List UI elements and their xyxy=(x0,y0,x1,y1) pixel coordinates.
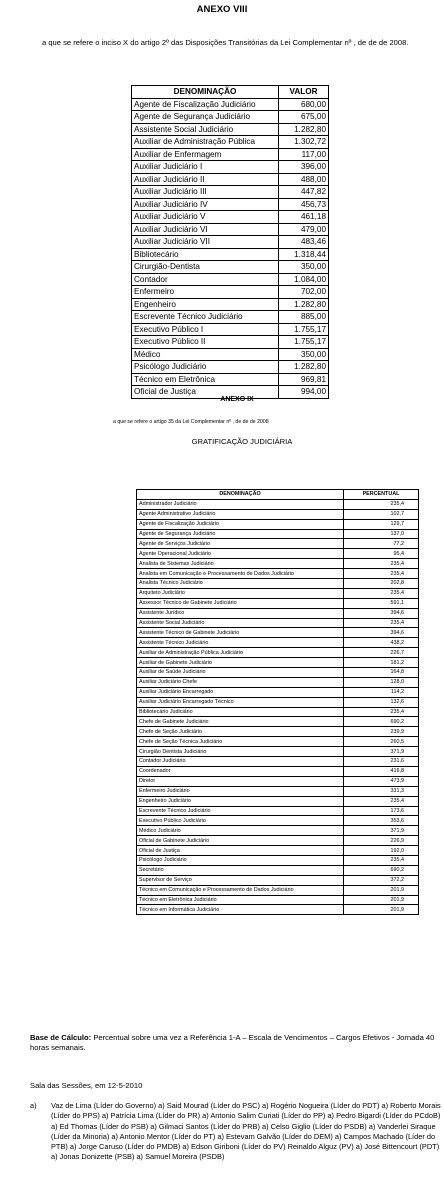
denominacao-cell: Agente Administrativo Judiciário xyxy=(137,509,344,519)
table-row xyxy=(132,286,329,299)
valor-cell: 680,00 xyxy=(279,98,329,111)
table-row xyxy=(137,598,419,608)
percentual-cell: 394,6 xyxy=(344,628,419,638)
denominacao-cell: Agente de Fiscalização Judiciário xyxy=(132,98,279,111)
denominacao-cell: Técnico em Eletrônica xyxy=(132,373,279,386)
percentual-cell: 438,2 xyxy=(344,638,419,648)
percentual-cell: 353,6 xyxy=(344,816,419,826)
denominacao-cell: Diretor xyxy=(137,776,344,786)
signatures-block xyxy=(30,1101,442,1163)
table-row xyxy=(137,786,419,796)
anexo-viii-title: ANEXO VIII xyxy=(196,4,248,15)
table-row xyxy=(132,248,329,261)
base-de-calculo xyxy=(30,1033,442,1053)
table-row xyxy=(137,806,419,816)
valor-cell: 969,81 xyxy=(279,373,329,386)
valor-cell: 488,00 xyxy=(279,173,329,186)
table-row xyxy=(137,796,419,806)
denominacao-cell: Técnico em Informática Judiciário xyxy=(137,905,344,915)
denominacao-cell: Enfermeiro Judiciário xyxy=(137,786,344,796)
table-row xyxy=(132,186,329,199)
denominacao-cell: Engenheiro Judiciário xyxy=(137,796,344,806)
anexo-ix-table xyxy=(136,489,419,915)
denominacao-cell: Analista em Comunicação e Processamento de Dados Judiciário xyxy=(137,569,344,579)
percentual-cell: 137,0 xyxy=(344,529,419,539)
denominacao-cell: Executivo Público Judiciário xyxy=(137,816,344,826)
table-row xyxy=(137,836,419,846)
denominacao-cell: Secretário xyxy=(137,865,344,875)
denominacao-cell: Auxiliar Judiciário Chefe xyxy=(137,677,344,687)
table-row xyxy=(132,223,329,236)
denominacao-cell: Assistente Técnico Judiciário xyxy=(137,638,344,648)
percentual-cell: 129,7 xyxy=(344,519,419,529)
denominacao-cell: Chefe de Seção Técnica Judiciário xyxy=(137,737,344,747)
table-row xyxy=(137,618,419,628)
table-row xyxy=(132,98,329,111)
table-row xyxy=(137,905,419,915)
denominacao-cell: Analista Técnico Judiciário xyxy=(137,579,344,589)
percentual-cell: 690,2 xyxy=(344,865,419,875)
valor-cell: 885,00 xyxy=(279,311,329,324)
table-row xyxy=(137,747,419,757)
table-row xyxy=(132,148,329,161)
valor-cell: 1.755,17 xyxy=(279,323,329,336)
denominacao-cell: Auxiliar de Gabinete Judiciário xyxy=(137,658,344,668)
percentual-cell: 202,8 xyxy=(344,579,419,589)
table-row xyxy=(137,875,419,885)
denominacao-cell: Assistente Social Judiciário xyxy=(132,123,279,136)
table-row xyxy=(137,608,419,618)
column-header-denominacao: DENOMINAÇÃO xyxy=(137,490,344,500)
table-row xyxy=(137,677,419,687)
denominacao-cell: Auxiliar Judiciário VI xyxy=(132,223,279,236)
table-row xyxy=(132,298,329,311)
table-row xyxy=(137,846,419,856)
denominacao-cell: Engenheiro xyxy=(132,298,279,311)
table-row xyxy=(137,668,419,678)
percentual-cell: 473,9 xyxy=(344,776,419,786)
percentual-cell: 181,2 xyxy=(344,658,419,668)
valor-cell: 994,00 xyxy=(279,386,329,399)
denominacao-cell: Agente de Segurança Judiciário xyxy=(137,529,344,539)
denominacao-cell: Auxiliar Judiciário VII xyxy=(132,236,279,249)
denominacao-cell: Auxiliar de Enfermagem xyxy=(132,148,279,161)
valor-cell: 1.318,44 xyxy=(279,248,329,261)
denominacao-cell: Escrevente Técnico Judiciário xyxy=(132,311,279,324)
denominacao-cell: Técnico em Comunicação e Processamento de Dados Judiciário xyxy=(137,885,344,895)
percentual-cell: 114,2 xyxy=(344,687,419,697)
table-row xyxy=(132,311,329,324)
table-row xyxy=(132,373,329,386)
table-row xyxy=(137,588,419,598)
percentual-cell: 164,8 xyxy=(344,668,419,678)
percentual-cell: 201,9 xyxy=(344,885,419,895)
percentual-cell: 77,2 xyxy=(344,539,419,549)
signature-label: a) xyxy=(30,1101,37,1110)
table-row xyxy=(137,628,419,638)
denominacao-cell: Cirurgião Dentista Judiciário xyxy=(137,747,344,757)
column-header-denominacao: DENOMINAÇÃO xyxy=(132,86,279,99)
percentual-cell: 226,7 xyxy=(344,648,419,658)
denominacao-cell: Assessor Técnico de Gabinete Judiciário xyxy=(137,598,344,608)
table-row xyxy=(137,737,419,747)
denominacao-cell: Bibliotecário xyxy=(132,248,279,261)
valor-cell: 1.755,17 xyxy=(279,336,329,349)
denominacao-cell: Psicólogo Judiciário xyxy=(137,855,344,865)
denominacao-cell: Administrador Judiciário xyxy=(137,499,344,509)
percentual-cell: 235,4 xyxy=(344,855,419,865)
base-label: Base de Cálculo: xyxy=(30,1033,92,1042)
valor-cell: 1.282,80 xyxy=(279,361,329,374)
anexo-viii-table xyxy=(131,85,329,399)
valor-cell: 483,46 xyxy=(279,236,329,249)
signatures-text: Vaz de Lima (Líder do Governo) a) Said Mourad (Líder do PSC) a) Rogério Nogueira (Líder do PDT) a) Roberto Morais (Líder do PPS) a) Patrícia Lima (Líder do PR) a) Antonio Salim Curiati (Líder do PP) a) Pedro Bigardi (Líder do PCdoB) a) Ed Thomas (Líder do PSB) a) Gilmaci Santos (Líder do PRB) a) Celso Giglio (Líder do PSDB) a) Vanderlei Siraque (Líder da Minoria) a) Antonio Mentor (Líder do PT) a) Estevam Galvão (Líder do DEM) a) Campos Machado (Líder do PTB) a) Jorge Caruso (Líder do PMDB) a) Edson Giriboni (Líder do PV) Reinaldo Alguz (PV) a) José Bittencourt (PDT) a) Jonas Donizette (PSB) a) Samuel Moreira (PSDB) xyxy=(51,1101,441,1162)
denominacao-cell: Auxiliar Judiciário Encarregado xyxy=(137,687,344,697)
table-row xyxy=(132,198,329,211)
table-row xyxy=(132,261,329,274)
anexo-ix-title: ANEXO IX xyxy=(220,396,254,403)
valor-cell: 1.282,80 xyxy=(279,298,329,311)
percentual-cell: 371,9 xyxy=(344,747,419,757)
denominacao-cell: Assistente Social Judiciário xyxy=(137,618,344,628)
valor-cell: 479,00 xyxy=(279,223,329,236)
table-row xyxy=(137,826,419,836)
percentual-cell: 331,3 xyxy=(344,786,419,796)
table-row xyxy=(137,757,419,767)
table-row xyxy=(137,697,419,707)
denominacao-cell: Auxiliar de Saúde Judiciário xyxy=(137,668,344,678)
denominacao-cell: Auxiliar Judiciário II xyxy=(132,173,279,186)
valor-cell: 461,18 xyxy=(279,211,329,224)
percentual-cell: 235,4 xyxy=(344,499,419,509)
percentual-cell: 235,4 xyxy=(344,707,419,717)
percentual-cell: 102,7 xyxy=(344,509,419,519)
table-row xyxy=(132,336,329,349)
percentual-cell: 235,4 xyxy=(344,559,419,569)
percentual-cell: 371,9 xyxy=(344,826,419,836)
percentual-cell: 372,2 xyxy=(344,875,419,885)
denominacao-cell: Contador xyxy=(132,273,279,286)
valor-cell: 117,00 xyxy=(279,148,329,161)
denominacao-cell: Analista de Sistemas Judiciário xyxy=(137,559,344,569)
sala-das-sessoes: Sala das Sessões, em 12-5-2010 xyxy=(30,1081,143,1090)
table-row xyxy=(137,519,419,529)
percentual-cell: 95,4 xyxy=(344,549,419,559)
table-row xyxy=(137,579,419,589)
table-row xyxy=(137,658,419,668)
percentual-cell: 260,5 xyxy=(344,737,419,747)
table-row xyxy=(137,865,419,875)
anexo-viii-reference: a que se refere o inciso X do artigo 2º das Disposições Transitórias da Lei Complementar nº , de de de 2008. xyxy=(42,38,409,47)
denominacao-cell: Oficial de Gabinete Judiciário xyxy=(137,836,344,846)
anexo-ix-reference: a que se refere o artigo 35 da Lei Complementar nº , de de de 2008 xyxy=(113,419,269,425)
percentual-cell: 394,6 xyxy=(344,608,419,618)
denominacao-cell: Coordenador xyxy=(137,766,344,776)
valor-cell: 350,00 xyxy=(279,348,329,361)
valor-cell: 396,00 xyxy=(279,161,329,174)
percentual-cell: 235,4 xyxy=(344,588,419,598)
denominacao-cell: Auxiliar Judiciário IV xyxy=(132,198,279,211)
percentual-cell: 173,6 xyxy=(344,806,419,816)
table-row xyxy=(137,559,419,569)
percentual-cell: 416,8 xyxy=(344,766,419,776)
base-text: Percentual sobre uma vez a Referência 1-A – Escala de Vencimentos – Cargos Efetivos - Jornada 40 horas semanais. xyxy=(30,1033,435,1052)
percentual-cell: 239,9 xyxy=(344,727,419,737)
table-row xyxy=(132,123,329,136)
percentual-cell: 591,1 xyxy=(344,598,419,608)
denominacao-cell: Oficial de Justiça xyxy=(132,386,279,399)
percentual-cell: 235,4 xyxy=(344,796,419,806)
column-header-valor: VALOR xyxy=(279,86,329,99)
percentual-cell: 231,6 xyxy=(344,757,419,767)
percentual-cell: 201,9 xyxy=(344,905,419,915)
valor-cell: 456,73 xyxy=(279,198,329,211)
denominacao-cell: Auxiliar de Administração Pública Judiciário xyxy=(137,648,344,658)
table-row xyxy=(137,885,419,895)
table-row xyxy=(137,569,419,579)
table-row xyxy=(132,236,329,249)
table-row xyxy=(137,766,419,776)
table-row xyxy=(132,211,329,224)
percentual-cell: 192,0 xyxy=(344,846,419,856)
denominacao-cell: Agente Operacional Judiciário xyxy=(137,549,344,559)
valor-cell: 1.302,72 xyxy=(279,136,329,149)
denominacao-cell: Médico Judiciário xyxy=(137,826,344,836)
table-row xyxy=(132,173,329,186)
denominacao-cell: Executivo Público I xyxy=(132,323,279,336)
table-row xyxy=(132,111,329,124)
denominacao-cell: Auxiliar de Administração Pública xyxy=(132,136,279,149)
table-row xyxy=(137,638,419,648)
denominacao-cell: Assistente Técnico de Gabinete Judiciário xyxy=(137,628,344,638)
denominacao-cell: Executivo Público II xyxy=(132,336,279,349)
table-row xyxy=(137,776,419,786)
table-row xyxy=(132,348,329,361)
table-row xyxy=(137,816,419,826)
percentual-cell: 201,9 xyxy=(344,895,419,905)
denominacao-cell: Assistente Jurídico xyxy=(137,608,344,618)
table-row xyxy=(137,549,419,559)
percentual-cell: 132,6 xyxy=(344,697,419,707)
table-row xyxy=(137,539,419,549)
denominacao-cell: Chefe de Seção Judiciário xyxy=(137,727,344,737)
percentual-cell: 235,4 xyxy=(344,618,419,628)
denominacao-cell: Auxiliar Judiciário V xyxy=(132,211,279,224)
table-row xyxy=(137,707,419,717)
valor-cell: 675,00 xyxy=(279,111,329,124)
denominacao-cell: Agente de Serviços Judiciário xyxy=(137,539,344,549)
denominacao-cell: Supervisor de Serviço xyxy=(137,875,344,885)
table-row xyxy=(137,529,419,539)
denominacao-cell: Auxiliar Judiciário III xyxy=(132,186,279,199)
table-header-row xyxy=(132,86,329,99)
valor-cell: 702,00 xyxy=(279,286,329,299)
denominacao-cell: Arquiteto Judiciário xyxy=(137,588,344,598)
percentual-cell: 235,4 xyxy=(344,569,419,579)
denominacao-cell: Bibliotecário Judiciário xyxy=(137,707,344,717)
table-row xyxy=(137,895,419,905)
valor-cell: 1.084,00 xyxy=(279,273,329,286)
table-row xyxy=(132,161,329,174)
denominacao-cell: Agente de Fiscalização Judiciário xyxy=(137,519,344,529)
table-row xyxy=(132,361,329,374)
valor-cell: 447,82 xyxy=(279,186,329,199)
denominacao-cell: Escrevente Técnico Judiciário xyxy=(137,806,344,816)
denominacao-cell: Técnico em Eletrônica Judiciário xyxy=(137,895,344,905)
denominacao-cell: Enfermeiro xyxy=(132,286,279,299)
denominacao-cell: Agente de Segurança Judiciário xyxy=(132,111,279,124)
percentual-cell: 128,0 xyxy=(344,677,419,687)
table-row xyxy=(137,509,419,519)
table-row xyxy=(132,136,329,149)
table-row xyxy=(137,717,419,727)
denominacao-cell: Médico xyxy=(132,348,279,361)
percentual-cell: 226,9 xyxy=(344,836,419,846)
valor-cell: 1.282,80 xyxy=(279,123,329,136)
table-row xyxy=(137,727,419,737)
denominacao-cell: Psicólogo Judiciário xyxy=(132,361,279,374)
denominacao-cell: Cirurgião-Dentista xyxy=(132,261,279,274)
gratificacao-title: GRATIFICAÇÃO JUDICIÁRIA xyxy=(191,437,293,446)
table-row xyxy=(137,855,419,865)
valor-cell: 350,00 xyxy=(279,261,329,274)
table-row xyxy=(137,687,419,697)
percentual-cell: 690,2 xyxy=(344,717,419,727)
denominacao-cell: Auxiliar Judiciário I xyxy=(132,161,279,174)
table-header-row xyxy=(137,490,419,500)
denominacao-cell: Chefe de Gabinete Judiciário xyxy=(137,717,344,727)
denominacao-cell: Contador Judiciário xyxy=(137,757,344,767)
table-row xyxy=(132,323,329,336)
denominacao-cell: Oficial de Justiça xyxy=(137,846,344,856)
denominacao-cell: Auxiliar Judiciário Encarregado Técnico xyxy=(137,697,344,707)
table-row xyxy=(137,499,419,509)
column-header-percentual: PERCENTUAL xyxy=(344,490,419,500)
table-row xyxy=(137,648,419,658)
table-row xyxy=(132,273,329,286)
